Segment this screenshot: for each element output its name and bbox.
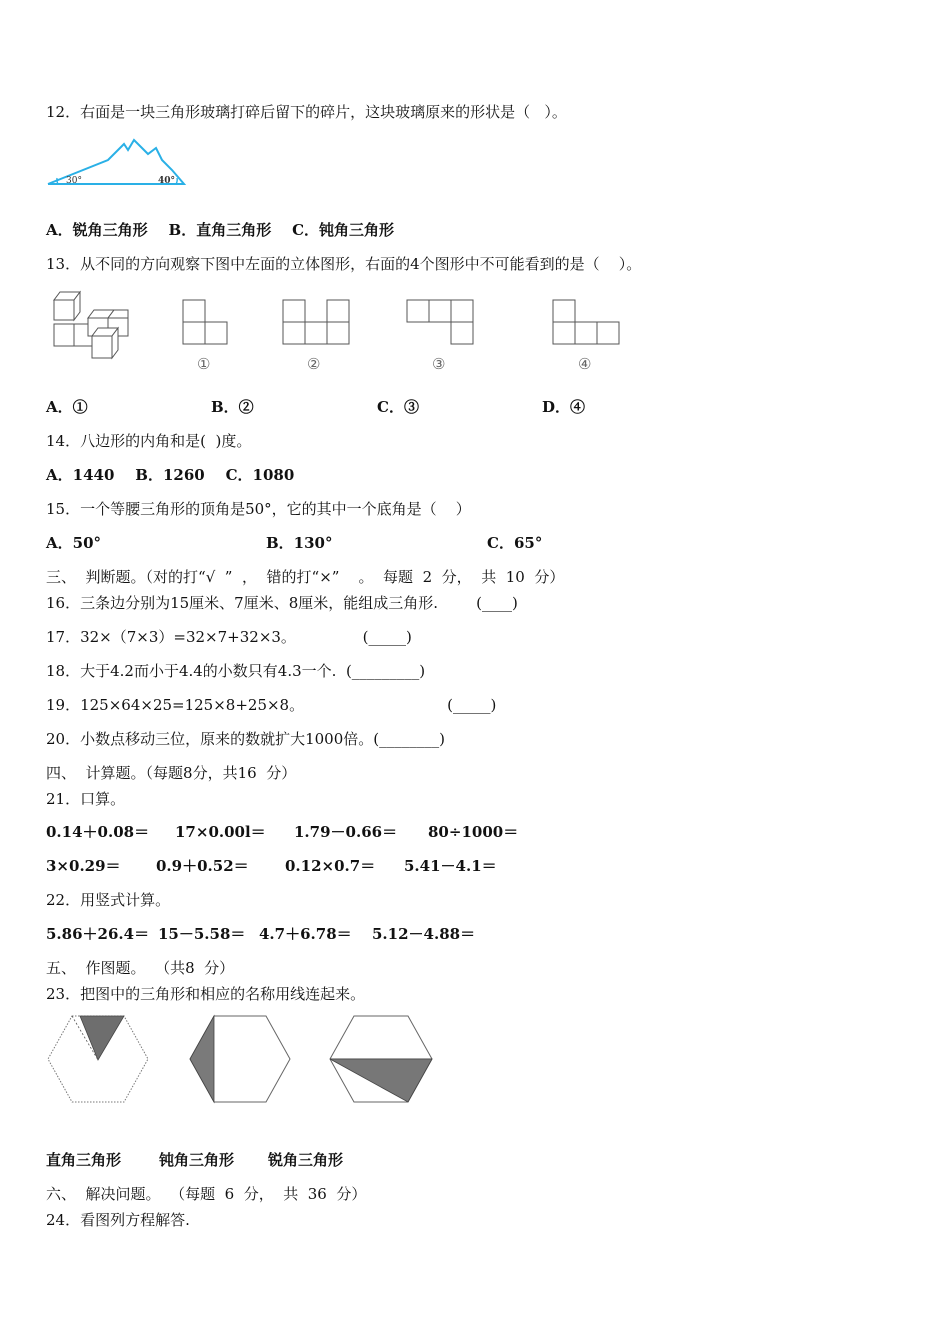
- calc-item: 0.14＋0.08＝: [46, 823, 150, 841]
- q16-text: 16．三条边分别为15厘米、7厘米、8厘米，能组成三角形. (____): [46, 594, 518, 612]
- calc-item: 0.9＋0.52＝: [156, 857, 249, 875]
- q15-option-c: C．65°: [487, 534, 543, 552]
- q21-title: 21．口算。: [46, 790, 126, 808]
- q22-title: 22．用竖式计算。: [46, 891, 171, 909]
- hexagon-figure-3: [328, 1012, 434, 1106]
- q13-text: 13．从不同的方向观察下图中左面的立体图形，右面的4个图形中不可能看到的是（ ）。: [46, 255, 642, 273]
- section-4-heading: 四、 计算题。（每题8分，共16 分）: [46, 764, 297, 782]
- cube-stack-figure: [48, 288, 134, 362]
- q18-text: 18．大于4.2而小于4.4的小数只有4.3一个. (_________): [46, 662, 426, 680]
- angle-left-label: 30°: [66, 176, 82, 186]
- view-3-label: ③: [432, 355, 446, 373]
- q24-text: 24．看图列方程解答.: [46, 1211, 190, 1229]
- section-3-heading: 三、 判断题。（对的打“√ ” ， 错的打“×” 。 每题 2 分， 共 10 分）: [46, 568, 565, 586]
- q23-names: [46, 1150, 646, 1170]
- view-3-figure: [406, 299, 476, 347]
- q15-option-b: B．130°: [266, 534, 333, 552]
- q15-text: 15．一个等腰三角形的顶角是50°，它的其中一个底角是（ ）: [46, 500, 471, 518]
- calc-item: 5.12－4.88＝: [372, 925, 476, 943]
- q15-option-a: A．50°: [46, 534, 102, 552]
- q13-option-c: C．③: [377, 398, 419, 416]
- q13-option-d: D．④: [542, 398, 586, 416]
- q17-text: 17．32×（7×3）=32×7+32×3。 (_____): [46, 628, 412, 646]
- calc-item: 4.7＋6.78＝: [259, 925, 352, 943]
- calc-item: 1.79－0.66＝: [294, 823, 398, 841]
- calc-item: 15－5.58＝: [158, 925, 246, 943]
- glass-fragment-figure: [44, 134, 190, 190]
- q21-row-1: [46, 822, 646, 842]
- view-1-label: ①: [197, 355, 211, 373]
- q13-option-b: B．②: [211, 398, 254, 416]
- section-5-heading: 五、 作图题。 （共8 分）: [46, 959, 235, 977]
- q13-option-a: A．①: [46, 398, 88, 416]
- q13-options: [46, 397, 746, 417]
- q14-text: 14．八边形的内角和是( )度。: [46, 432, 252, 450]
- calc-item: 5.41－4.1＝: [404, 857, 497, 875]
- triangle-name: 钝角三角形: [159, 1151, 235, 1169]
- calc-item: 80÷1000＝: [428, 823, 519, 841]
- q15-options: [46, 533, 646, 553]
- calc-item: 17×0.00l＝: [175, 823, 266, 841]
- triangle-name: 直角三角形: [46, 1151, 122, 1169]
- section-6-heading: 六、 解决问题。 （每题 6 分， 共 36 分）: [46, 1185, 367, 1203]
- view-4-figure: [552, 299, 622, 347]
- view-2-label: ②: [307, 355, 321, 373]
- view-4-label: ④: [578, 355, 592, 373]
- calc-item: 3×0.29＝: [46, 857, 121, 875]
- q22-row: [46, 924, 646, 944]
- q19-text: 19．125×64×25=125×8+25×8。 (_____): [46, 696, 497, 714]
- q23-text: 23．把图中的三角形和相应的名称用线连起来。: [46, 985, 366, 1003]
- q21-row-2: [46, 856, 646, 876]
- angle-right-label: 40°: [158, 176, 176, 186]
- calc-item: 5.86＋26.4＝: [46, 925, 150, 943]
- triangle-name: 锐角三角形: [268, 1151, 344, 1169]
- q12-text: 12．右面是一块三角形玻璃打碎后留下的碎片，这块玻璃原来的形状是（ ）。: [46, 103, 567, 121]
- q12-options: A．锐角三角形 B．直角三角形 C．钝角三角形: [46, 221, 395, 239]
- hexagon-figure-2: [186, 1012, 292, 1106]
- view-1-figure: [182, 299, 230, 347]
- calc-item: 0.12×0.7＝: [285, 857, 376, 875]
- view-2-figure: [282, 299, 352, 347]
- q14-options: A．1440 B．1260 C．1080: [46, 466, 295, 484]
- q20-text: 20．小数点移动三位，原来的数就扩大1000倍。(________): [46, 730, 445, 748]
- hexagon-figure-1: [46, 1012, 152, 1106]
